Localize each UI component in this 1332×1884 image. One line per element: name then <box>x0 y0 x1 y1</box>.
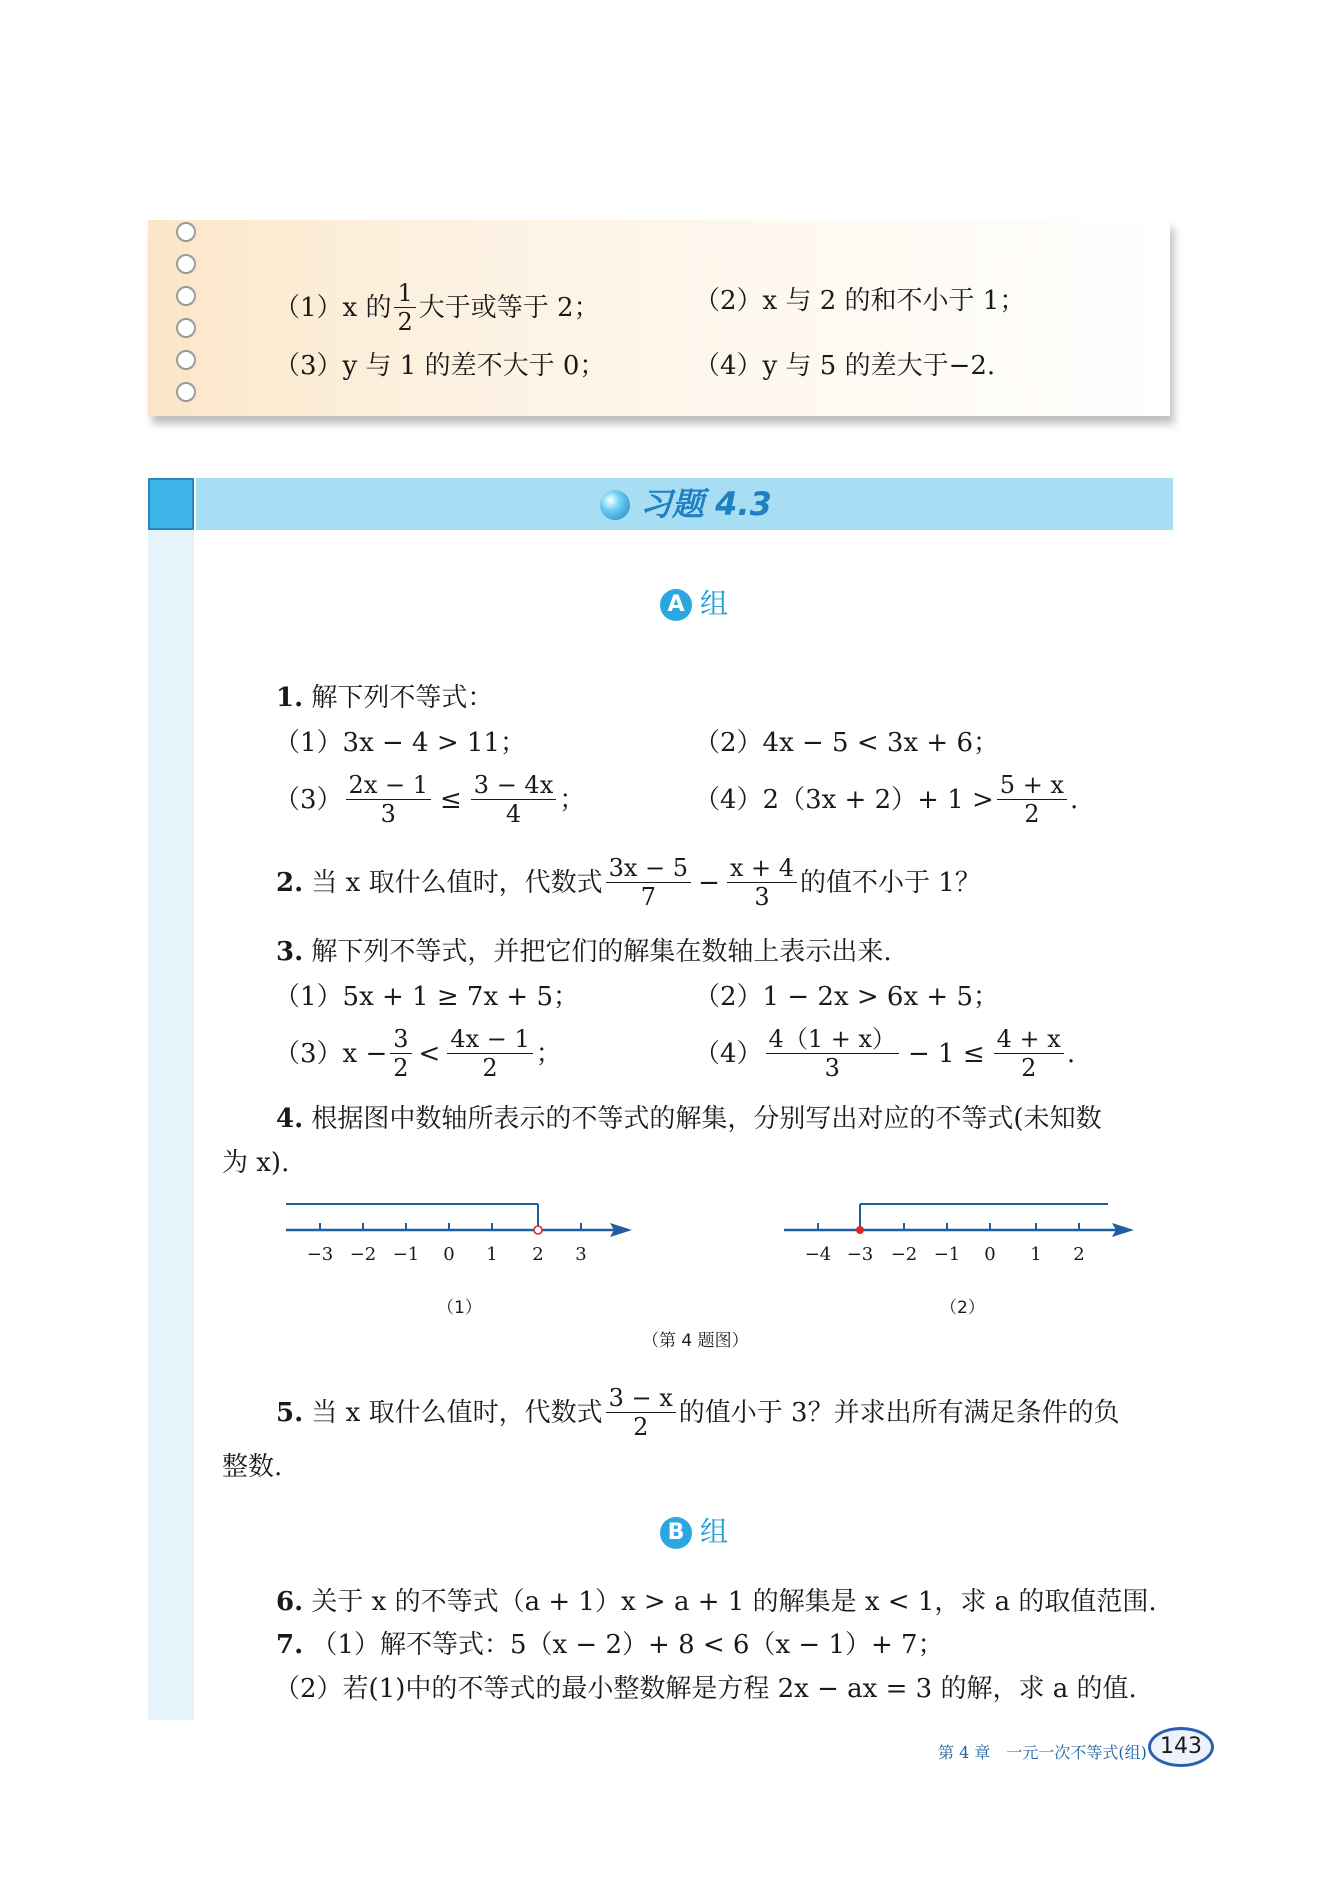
globe-icon <box>600 490 630 520</box>
axis2-tick-label: 0 <box>984 1244 996 1265</box>
note-item-4: （4）y 与 5 的差大于−2. <box>694 351 996 381</box>
number-line-2 <box>778 1196 1138 1276</box>
axis2-tick-label: −4 <box>804 1244 832 1265</box>
binder-ring-icon <box>176 286 196 306</box>
problem-1-sub-4: （4）2（3x + 2）+ 1 > $\frac{5 + x}{2}$ . <box>694 771 1079 828</box>
axis2-tick-label: 1 <box>1030 1244 1042 1265</box>
group-a-heading: A 组 <box>660 586 728 622</box>
note-item-2: （2）x 与 2 的和不小于 1； <box>694 286 1026 316</box>
axis1-tick-label: 3 <box>575 1244 587 1265</box>
problem-1-sub-3: （3） $\frac{2x - 1}{3}$ ≤ $\frac{3 - 4x}{4}$ ； <box>274 771 586 828</box>
problem-4: 4. 根据图中数轴所表示的不等式的解集，分别写出对应的不等式(未知数 <box>276 1104 1102 1134</box>
binder-ring-icon <box>176 254 196 274</box>
problem-1-sub-1: （1）3x − 4 > 11； <box>274 728 527 758</box>
fraction: $\frac{4 + x}{2}$ <box>994 1025 1064 1082</box>
fraction: $\frac{3 - x}{2}$ <box>606 1384 676 1441</box>
fraction: $\frac{3x - 5}{7}$ <box>606 854 691 911</box>
fraction: $\frac{x + 4}{3}$ <box>727 854 797 911</box>
fraction: $\frac{4(1 + x)}{3}$ <box>766 1025 899 1082</box>
axis1-tick-label: 1 <box>486 1244 498 1265</box>
axis1-tick-label: −3 <box>306 1244 334 1265</box>
binder-ring-icon <box>176 350 196 370</box>
binder-ring-icon <box>176 318 196 338</box>
problem-1: 1. 解下列不等式： <box>276 683 494 713</box>
fraction: $\frac{1}{2}$ <box>394 279 415 336</box>
group-a-badge: A <box>660 589 692 621</box>
number-line-1 <box>280 1196 640 1276</box>
axis2-tick-label: −3 <box>846 1244 874 1265</box>
figure-caption: （第 4 题图） <box>642 1331 749 1351</box>
group-b-badge: B <box>660 1517 692 1549</box>
fraction: $\frac{3 - 4x}{4}$ <box>471 771 556 828</box>
fraction: $\frac{4x - 1}{2}$ <box>447 1025 532 1082</box>
problem-3-sub-3: （3）x − $\frac{3}{2}$ < $\frac{4x - 1}{2}$ ； <box>274 1025 562 1082</box>
axis1-tick-label: −2 <box>349 1244 377 1265</box>
exercise-title: 习题 4.3 <box>640 485 772 523</box>
problem-5: 5. 当 x 取什么值时，代数式 $\frac{3 - x}{2}$ 的值小于 3？并求出所有满足条件的负 <box>276 1384 1120 1441</box>
problem-6: 6. 关于 x 的不等式（a + 1）x > a + 1 的解集是 x < 1，求 a 的取值范围. <box>276 1587 1157 1617</box>
axis1-tick-label: 0 <box>443 1244 455 1265</box>
axis1-tick-label: 2 <box>532 1244 544 1265</box>
fraction: $\frac{2x - 1}{3}$ <box>346 771 431 828</box>
problem-7-sub-2: （2）若(1)中的不等式的最小整数解是方程 2x − ax = 3 的解，求 a 的值. <box>274 1674 1137 1704</box>
note-item-1: （1）x 的 $\frac{1}{2}$ 大于或等于 2； <box>274 279 600 336</box>
fraction: $\frac{3}{2}$ <box>390 1025 411 1082</box>
side-strip <box>148 530 194 1720</box>
note-item-3: （3）y 与 1 的差不大于 0； <box>274 351 606 381</box>
group-b-heading: B 组 <box>660 1514 728 1550</box>
axis1-tick-label: −1 <box>392 1244 420 1265</box>
binder-ring-icon <box>176 222 196 242</box>
problem-3-sub-1: （1）5x + 1 ≥ 7x + 5； <box>274 982 579 1012</box>
problem-3-sub-2: （2）1 − 2x > 6x + 5； <box>694 982 999 1012</box>
problem-3-sub-4: （4） $\frac{4(1 + x)}{3}$ − 1 ≤ $\frac{4 + x}{2}$ . <box>694 1025 1076 1082</box>
problem-3: 3. 解下列不等式，并把它们的解集在数轴上表示出来. <box>276 937 892 967</box>
problem-7: 7. （1）解不等式：5（x − 2）+ 8 < 6（x − 1）+ 7； <box>276 1630 944 1660</box>
header-square <box>148 478 194 530</box>
problem-1-sub-2: （2）4x − 5 < 3x + 6； <box>694 728 999 758</box>
problem-2: 2. 当 x 取什么值时，代数式 $\frac{3x - 5}{7}$ − $\frac{x + 4}{3}$ 的值不小于 1？ <box>276 854 981 911</box>
figure-label-1: （1） <box>437 1298 482 1318</box>
problem-5-line-2: 整数. <box>222 1452 283 1482</box>
chapter-label: 第 4 章 一元一次不等式(组) <box>938 1743 1147 1762</box>
axis2-tick-label: −1 <box>933 1244 961 1265</box>
axis2-tick-label: −2 <box>890 1244 918 1265</box>
page-number: 143 <box>1148 1727 1214 1767</box>
fraction: $\frac{5 + x}{2}$ <box>997 771 1067 828</box>
binder-ring-icon <box>176 382 196 402</box>
axis2-tick-label: 2 <box>1073 1244 1085 1265</box>
problem-4-line-2: 为 x). <box>222 1148 290 1178</box>
figure-label-2: （2） <box>940 1298 985 1318</box>
